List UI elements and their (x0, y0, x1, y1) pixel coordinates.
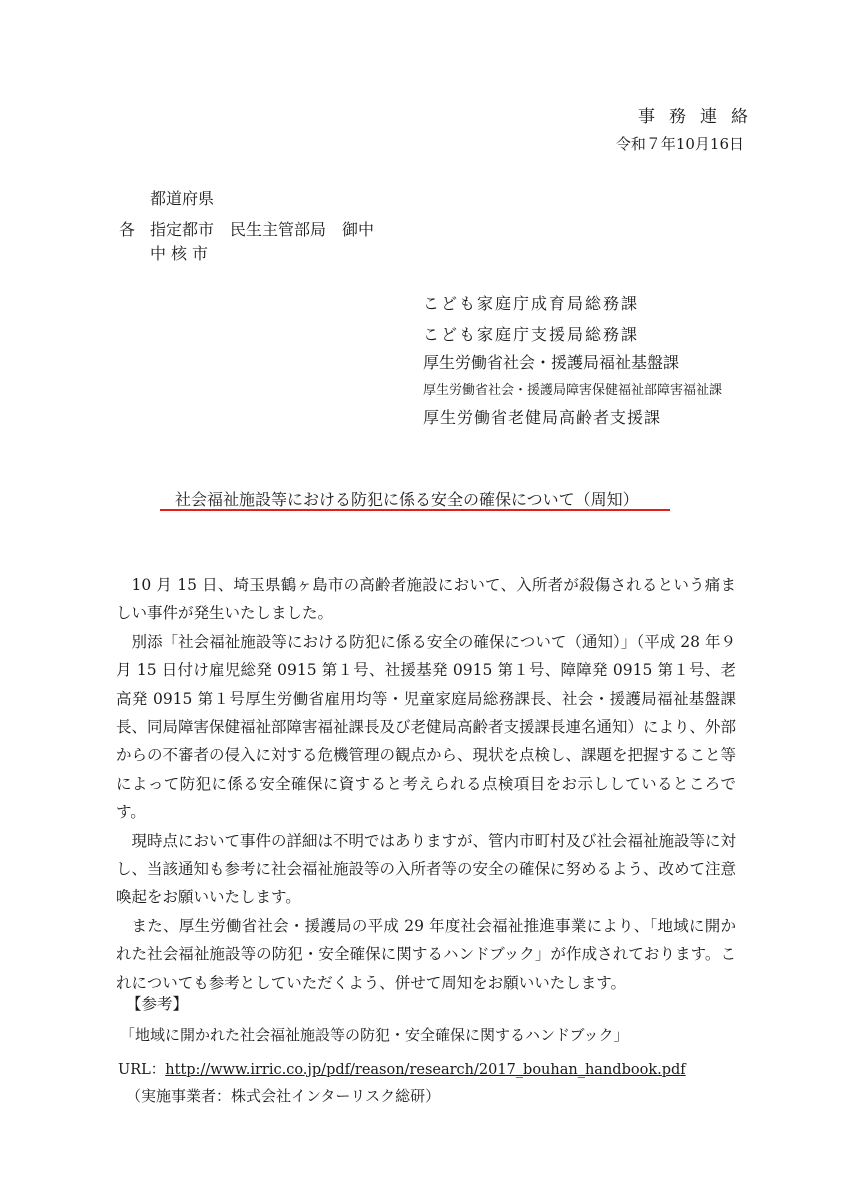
document-date: 令和７年10月16日 (615, 135, 744, 153)
subject-underline (160, 509, 670, 511)
addressee-designated-cities: 指定都市 民生主管部局 御中 (150, 220, 375, 239)
addressee-each-marker: 各 (119, 220, 136, 239)
document-body (116, 571, 736, 997)
body-paragraph: 10 月 15 日、埼玉県鶴ヶ島市の高齢者施設において、入所者が殺傷されるという痛ましい事件が発生いたしました。 (116, 576, 736, 623)
reference-heading: 【参考】 (126, 995, 189, 1013)
body-paragraph: また、厚生労働省社会・援護局の平成 29 年度社会福祉推進事業により、「地域に開かれた社会福祉施設等の防犯・安全確保に関するハンドブック」が作成されております。これについても参考としていただくよう、併せて周知をお願いいたします。 (116, 916, 736, 992)
reference-url-label: URL： (118, 1062, 166, 1078)
addressee-core-cities: 中核市 (150, 244, 214, 263)
sender-line: こども家庭庁支援局総務課 (423, 325, 640, 344)
body-paragraph: 現時点において事件の詳細は不明ではありますが、管内市町村及び社会福祉施設等に対し、当該通知も参考に社会福祉施設等の入所者等の安全の確保に努めるよう、改めて注意喚起をお願いいたします。 (116, 831, 737, 907)
document-subject: 社会福祉施設等における防犯に係る安全の確保について（周知） (175, 490, 639, 509)
reference-url-link[interactable]: http://www.irric.co.jp/pdf/reason/research/2017_bouhan_handbook.pdf (165, 1062, 686, 1078)
document-type: 事務連絡 (638, 107, 762, 127)
sender-line: 厚生労働省老健局高齢者支援課 (423, 408, 662, 427)
reference-organization: （実施事業者：株式会社インターリスク総研） (126, 1087, 441, 1105)
addressee-prefectures: 都道府県 (150, 189, 215, 208)
reference-url-row (118, 1058, 686, 1079)
sender-line: 厚生労働省社会・援護局障害保健福祉部障害福祉課 (423, 383, 723, 398)
body-paragraph: 別添「社会福祉施設等における防犯に係る安全の確保について（通知）」（平成 28 年９月 15 日付け雇児総発 0915 第１号、社援基発 0915 第１号、障障発 0915 第１号、老高発 0915 第１号厚生労働省雇用均等・児童家庭局総務課長、社会・援護局福祉基盤課長、同局障害保健福祉部障害福祉課長及び老健局高齢者支援課長連名通知）により、外部からの不審者の侵入に対する危機管理の観点から、現状を点検し、課題を把握すること等によって防犯に係る安全確保に資すると考えられる点検項目をお示ししているところです。 (116, 632, 737, 822)
reference-title: 「地域に開かれた社会福祉施設等の防犯・安全確保に関するハンドブック」 (120, 1026, 629, 1044)
sender-line: こども家庭庁成育局総務課 (423, 294, 640, 313)
sender-line: 厚生労働省社会・援護局福祉基盤課 (423, 353, 680, 372)
